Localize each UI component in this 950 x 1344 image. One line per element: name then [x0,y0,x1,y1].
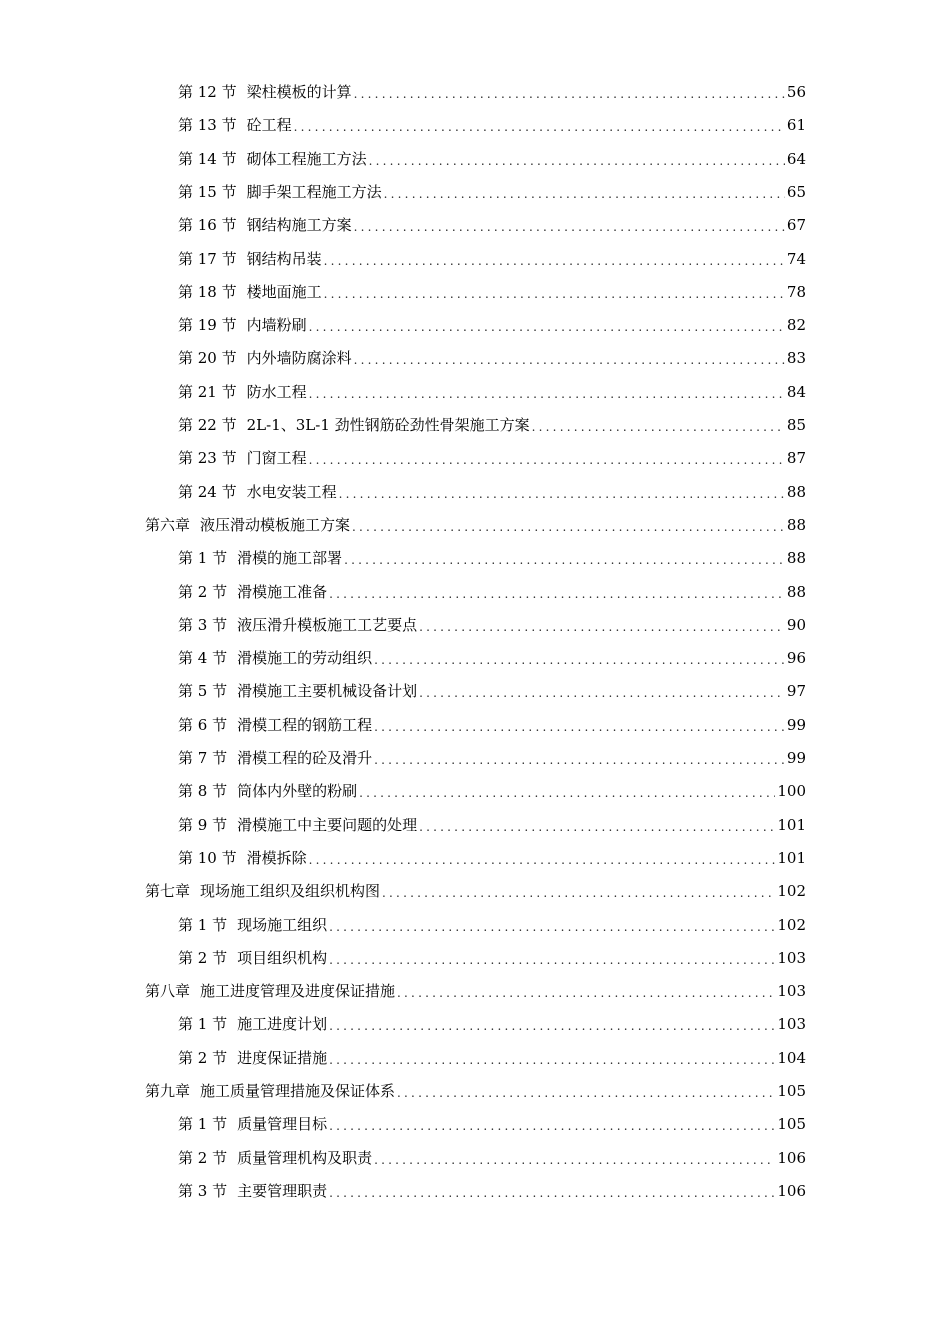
toc-entry-title: 内墙粉刷 [246,316,307,335]
toc-page-number: 88 [786,482,806,501]
toc-dot-leader [419,611,785,642]
toc-entry-number: 第 18 节 [178,282,237,301]
toc-entry-number: 第八章 [145,982,191,1001]
toc-entry-label [178,842,307,875]
toc-dot-leader [324,245,785,276]
toc-page-number: 61 [786,116,806,135]
toc-entry-title: 滑模工程的钢筋工程 [237,715,373,734]
toc-entry-title: 滑模工程的砼及滑升 [237,749,373,767]
toc-section-entry[interactable] [178,243,806,276]
toc-entry-number: 第 10 节 [178,848,237,867]
toc-page-number: 64 [786,149,806,168]
toc-entry-title: 液压滑升模板施工工艺要点 [237,615,418,634]
toc-entry-label [178,276,322,309]
toc-entry-number: 第 16 节 [178,216,237,235]
toc-entry-label [178,775,357,808]
toc-section-entry[interactable] [178,309,806,342]
toc-entry-number: 第六章 [145,515,191,534]
toc-entry-title: 脚手架工程施工方法 [246,182,382,201]
toc-entry-title: 主要管理职责 [237,1181,328,1200]
toc-entry-label [178,675,417,708]
toc-chapter-entry[interactable] [145,1075,806,1108]
toc-page-number: 103 [777,948,806,967]
toc-section-entry[interactable] [178,1142,806,1175]
toc-page-number: 56 [786,83,806,101]
toc-entry-number: 第 6 节 [178,715,228,734]
toc-dot-leader [397,977,775,1008]
toc-entry-title: 门窗工程 [246,449,307,468]
toc-section-entry[interactable] [178,809,806,842]
toc-page-number: 101 [777,815,806,834]
toc-entry-number: 第 2 节 [178,1048,228,1067]
toc-dot-leader [309,311,785,342]
toc-page-number: 82 [786,316,806,335]
toc-page-number: 85 [786,416,806,434]
toc-dot-leader [397,1077,775,1108]
toc-section-entry[interactable] [178,775,806,808]
toc-entry-number: 第 14 节 [178,149,237,168]
toc-dot-leader [354,344,785,375]
toc-page-number: 100 [777,782,806,801]
toc-dot-leader [344,544,785,575]
toc-entry-title: 梁柱模板的计算 [246,83,352,101]
toc-section-entry[interactable] [178,276,806,309]
toc-entry-title: 钢结构施工方案 [246,216,352,235]
toc-entry-label [178,476,337,509]
toc-page-number: 104 [777,1048,806,1067]
toc-entry-title: 滑模施工中主要问题的处理 [237,815,418,834]
toc-entry-title: 砼工程 [246,116,292,135]
toc-entry-label [178,609,417,642]
toc-entry-label [178,243,322,276]
toc-page-number: 84 [786,382,806,401]
toc-section-entry[interactable] [178,476,806,509]
toc-entry-label [178,1175,327,1208]
toc-dot-leader [309,444,785,475]
toc-entry-title: 现场施工组织 [237,915,328,934]
toc-page-number: 74 [786,249,806,268]
toc-page-number: 65 [786,182,806,201]
toc-entry-label [178,1008,327,1041]
toc-entry-title: 2L-1、3L-1 劲性钢筋砼劲性骨架施工方案 [246,416,530,434]
toc-page-number: 87 [786,449,806,468]
toc-entry-number: 第 8 节 [178,782,228,801]
toc-section-entry[interactable] [178,442,806,475]
toc-dot-leader [374,1144,775,1175]
toc-section-entry[interactable] [178,109,806,142]
toc-entry-title: 滑模施工的劳动组织 [237,649,373,668]
toc-chapter-entry[interactable] [145,875,806,908]
toc-entry-number: 第 12 节 [178,83,237,101]
toc-section-entry[interactable] [178,709,806,742]
toc-entry-title: 质量管理目标 [237,1115,328,1134]
toc-entry-label [178,942,327,975]
toc-entry-number: 第 20 节 [178,349,237,368]
toc-entry-number: 第 17 节 [178,249,237,268]
toc-section-entry[interactable] [178,76,806,109]
toc-entry-label [178,309,307,342]
toc-entry-label [178,209,352,242]
toc-section-entry[interactable] [178,143,806,176]
toc-entry-number: 第 1 节 [178,1015,228,1034]
toc-entry-number: 第 9 节 [178,815,228,834]
toc-entry-title: 滑模施工准备 [237,582,328,601]
toc-section-entry[interactable] [178,1008,806,1041]
toc-dot-leader [329,578,785,609]
toc-section-entry[interactable] [178,409,806,442]
toc-section-entry[interactable] [178,742,806,775]
toc-page-number: 106 [777,1181,806,1200]
toc-dot-leader [309,844,776,875]
toc-entry-label [145,875,380,908]
toc-entry-label [178,143,367,176]
toc-section-entry[interactable] [178,1108,806,1141]
toc-entry-label [178,909,327,942]
toc-entry-number: 第九章 [145,1082,191,1100]
toc-dot-leader [382,877,775,908]
toc-entry-label [178,709,372,742]
toc-dot-leader [359,777,775,808]
toc-entry-label [145,509,350,542]
toc-entry-title: 楼地面施工 [246,282,322,301]
toc-entry-label [178,176,382,209]
toc-entry-label [178,742,372,775]
toc-entry-number: 第 13 节 [178,116,237,135]
toc-dot-leader [294,111,785,142]
toc-page-number: 88 [786,582,806,601]
toc-entry-title: 防水工程 [246,382,307,401]
toc-entry-number: 第 22 节 [178,416,237,434]
toc-section-entry[interactable] [178,1042,806,1075]
toc-entry-title: 现场施工组织及组织机构图 [200,882,381,901]
toc-entry-title: 滑模的施工部署 [237,549,343,568]
toc-page-number: 102 [777,882,806,901]
toc-section-entry[interactable] [178,176,806,209]
toc-entry-number: 第 3 节 [178,615,228,634]
toc-entry-number: 第七章 [145,882,191,901]
toc-dot-leader [354,211,785,242]
toc-page-number: 88 [786,515,806,534]
toc-entry-title: 钢结构吊装 [246,249,322,268]
toc-entry-number: 第 4 节 [178,649,228,668]
toc-entry-title: 滑模施工主要机械设备计划 [237,682,418,701]
toc-section-entry[interactable] [178,842,806,875]
toc-dot-leader [339,478,785,509]
toc-section-entry[interactable] [178,909,806,942]
toc-entry-label [178,542,342,575]
toc-entry-number: 第 7 节 [178,749,228,767]
toc-entry-number: 第 2 节 [178,948,228,967]
toc-entry-label [178,76,352,109]
toc-page-number: 88 [786,549,806,568]
toc-dot-leader [374,711,785,742]
toc-entry-number: 第 1 节 [178,915,228,934]
toc-entry-label [178,342,352,375]
toc-dot-leader [329,944,775,975]
toc-page-number: 90 [786,615,806,634]
toc-entry-number: 第 5 节 [178,682,228,701]
toc-entry-title: 砌体工程施工方法 [246,149,367,168]
toc-dot-leader [309,378,785,409]
toc-page-number: 99 [786,749,806,767]
toc-section-entry[interactable] [178,576,806,609]
toc-page-number: 102 [777,915,806,934]
toc-section-entry[interactable] [178,342,806,375]
toc-entry-title: 项目组织机构 [237,948,328,967]
toc-page-number: 105 [777,1115,806,1134]
toc-dot-leader [329,1010,775,1041]
toc-page-number: 97 [786,682,806,701]
toc-entry-title: 筒体内外壁的粉刷 [237,782,358,801]
toc-entry-number: 第 1 节 [178,549,228,568]
toc-entry-label [178,809,417,842]
toc-section-entry[interactable] [178,209,806,242]
toc-entry-number: 第 21 节 [178,382,237,401]
toc-entry-label [178,1142,372,1175]
toc-dot-leader [352,511,785,542]
toc-entry-label [178,109,292,142]
toc-section-entry[interactable] [178,642,806,675]
toc-entry-title: 滑模拆除 [246,848,307,867]
toc-page-number: 83 [786,349,806,368]
toc-page-number: 78 [786,282,806,301]
toc-dot-leader [374,744,785,775]
toc-page-number: 96 [786,649,806,668]
toc-entry-number: 第 2 节 [178,1148,228,1167]
toc-entry-title: 施工进度计划 [237,1015,328,1034]
toc-entry-title: 进度保证措施 [237,1048,328,1067]
toc-entry-label [145,1075,395,1108]
toc-page-number: 101 [777,848,806,867]
toc-page-number: 99 [786,715,806,734]
toc-entry-label [178,409,530,442]
toc-entry-number: 第 1 节 [178,1115,228,1134]
toc-dot-leader [329,1110,775,1141]
toc-entry-title: 水电安装工程 [246,482,337,501]
toc-entry-label [178,442,307,475]
toc-section-entry[interactable] [178,1175,806,1208]
toc-chapter-entry[interactable] [145,975,806,1008]
toc-entry-number: 第 19 节 [178,316,237,335]
toc-dot-leader [419,677,785,708]
toc-chapter-entry[interactable] [145,509,806,542]
toc-entry-number: 第 23 节 [178,449,237,468]
toc-entry-label [178,1042,327,1075]
toc-dot-leader [354,78,785,109]
toc-entry-label [178,1108,327,1141]
toc-section-entry[interactable] [178,609,806,642]
toc-entry-label [178,642,372,675]
toc-page-number: 103 [777,982,806,1001]
toc-page-number: 106 [777,1148,806,1167]
toc-entry-label [178,376,307,409]
toc-entry-title: 液压滑动模板施工方案 [200,515,351,534]
toc-entry-number: 第 15 节 [178,182,237,201]
toc-section-entry[interactable] [178,675,806,708]
toc-entry-number: 第 2 节 [178,582,228,601]
toc-dot-leader [329,1044,775,1075]
toc-entry-title: 质量管理机构及职责 [237,1148,373,1167]
toc-entry-label [145,975,395,1008]
toc-entry-label [178,576,327,609]
toc-entry-number: 第 24 节 [178,482,237,501]
toc-dot-leader [532,411,785,442]
toc-dot-leader [419,811,775,842]
toc-dot-leader [324,278,785,309]
toc-dot-leader [384,178,785,209]
toc-dot-leader [329,911,775,942]
toc-entry-title: 施工质量管理措施及保证体系 [200,1082,396,1100]
toc-page-number: 67 [786,216,806,235]
toc-section-entry[interactable] [178,376,806,409]
toc-dot-leader [369,145,785,176]
toc-dot-leader [374,644,785,675]
toc-entry-title: 内外墙防腐涂料 [246,349,352,368]
toc-entry-title: 施工进度管理及进度保证措施 [200,982,396,1001]
toc-page-number: 103 [777,1015,806,1034]
toc-dot-leader [329,1177,775,1208]
toc-section-entry[interactable] [178,942,806,975]
toc-section-entry[interactable] [178,542,806,575]
toc-entry-number: 第 3 节 [178,1181,228,1200]
toc-page-number: 105 [777,1082,806,1100]
